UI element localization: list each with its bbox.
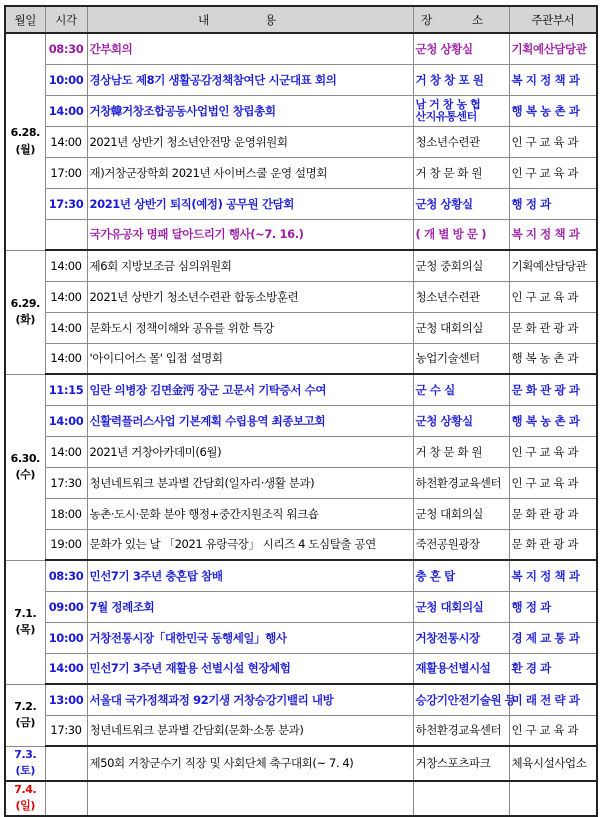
day-weekday: (월): [15, 142, 35, 156]
event-org: 행 정 과: [509, 188, 597, 219]
event-place: 군청 상황실: [413, 33, 509, 64]
event-time: 19:00: [45, 529, 87, 560]
event-place: 군청 상황실: [413, 188, 509, 219]
event-org: 환 경 과: [509, 653, 597, 684]
day-weekday: (화): [15, 313, 35, 326]
table-row: [5, 281, 597, 312]
day-weekday: (수): [15, 468, 35, 481]
event-place: 거창스포츠파크: [413, 746, 509, 781]
event-content: 농촌·도시·문화 분야 행정+중간지원조직 워크숍: [87, 498, 413, 529]
event-place: 농업기술센터: [413, 343, 509, 374]
day-date-cell: [5, 250, 45, 374]
event-time: 14:00: [45, 95, 87, 126]
event-content: 재)거창군장학회 2021년 사이버스쿨 운영 설명회: [87, 157, 413, 188]
table-row: [5, 684, 597, 715]
day-date: 6.29.: [10, 296, 40, 310]
table-row: [5, 529, 597, 560]
header-row: [5, 6, 597, 33]
event-content: 청년네트워크 분과별 간담회(문화·소통 분과): [87, 715, 413, 746]
event-time: 18:00: [45, 498, 87, 529]
event-place: 승강기안전기술원 등: [413, 684, 509, 715]
table-row: [5, 33, 597, 64]
schedule-table: [4, 5, 598, 817]
event-org: 인 구 교 육 과: [509, 157, 597, 188]
event-place: 거 창 문 화 원: [413, 157, 509, 188]
table-row: [5, 560, 597, 591]
event-place: 거창전통시장: [413, 622, 509, 653]
table-row: [5, 622, 597, 653]
day-weekday: (금): [15, 716, 35, 729]
table-row: [5, 126, 597, 157]
day-date: 6.30.: [10, 451, 40, 465]
table-row: [5, 343, 597, 374]
event-content: 민선7기 3주년 재활용 선별시설 현장체험: [87, 653, 413, 684]
event-place-line: 산지유통센터: [415, 109, 477, 123]
day-weekday: (일): [15, 799, 35, 812]
event-place: 재활용선별시설: [413, 653, 509, 684]
event-org: 체육시설사업소: [509, 746, 597, 781]
event-time: 14:00: [45, 250, 87, 281]
event-content: 임란 의병장 김면金沔 장군 고문서 기탁증서 수여: [87, 374, 413, 405]
event-time: 17:00: [45, 157, 87, 188]
event-time: 10:00: [45, 622, 87, 653]
event-place-line: 남 거 창 농 협: [415, 97, 481, 111]
event-org: [509, 781, 597, 816]
event-org: 기획예산담당관: [509, 33, 597, 64]
event-place: 죽전공원광장: [413, 529, 509, 560]
event-time: 14:00: [45, 281, 87, 312]
event-content: 국가유공자 명패 달아드리기 행사(~7. 16.): [87, 219, 413, 250]
event-time: 14:00: [45, 312, 87, 343]
event-place: ( 개 별 방 문 ): [413, 219, 509, 250]
event-content: 2021년 거창아카데미(6월): [87, 436, 413, 467]
day-date-cell: [5, 781, 45, 816]
event-org: 행 정 과: [509, 591, 597, 622]
day-weekday: (토): [15, 764, 35, 777]
day-date: 7.2.: [14, 699, 37, 713]
event-content: 2021년 상반기 청소년안전망 운영위원회: [87, 126, 413, 157]
day-date-cell: [5, 33, 45, 250]
event-place: 군청 대회의실: [413, 312, 509, 343]
event-org: 문 화 관 광 과: [509, 529, 597, 560]
table-row: [5, 374, 597, 405]
event-time: [45, 781, 87, 816]
table-row: [5, 653, 597, 684]
event-place: 거 창 창 포 원: [413, 64, 509, 95]
event-org: 인 구 교 육 과: [509, 467, 597, 498]
header-org: 주관부서: [509, 6, 597, 33]
event-org: 인 구 교 육 과: [509, 436, 597, 467]
event-place: 청소년수련관: [413, 126, 509, 157]
day-date: 7.4.: [14, 782, 37, 796]
table-row: [5, 405, 597, 436]
table-row: [5, 157, 597, 188]
table-row: [5, 591, 597, 622]
event-content: 간부회의: [87, 33, 413, 64]
event-content: 제50회 거창군수기 직장 및 사회단체 축구대회(~ 7. 4): [87, 746, 413, 781]
event-place: 하천환경교육센터: [413, 467, 509, 498]
table-row: [5, 781, 597, 816]
table-row: [5, 250, 597, 281]
event-time: [45, 746, 87, 781]
event-org: 행 복 농 촌 과: [509, 405, 597, 436]
event-place: 군청 대회의실: [413, 498, 509, 529]
event-place: 청소년수련관: [413, 281, 509, 312]
event-time: 11:15: [45, 374, 87, 405]
event-place: 하천환경교육센터: [413, 715, 509, 746]
schedule-body: [5, 33, 597, 816]
event-content: 2021년 상반기 청소년수련관 합동소방훈련: [87, 281, 413, 312]
day-date-cell: [5, 684, 45, 746]
day-date: 7.1.: [14, 606, 37, 620]
event-time: 14:00: [45, 343, 87, 374]
event-content: 문화가 있는 날 「2021 유랑극장」 시리즈 4 도심탈출 공연: [87, 529, 413, 560]
event-time: 14:00: [45, 653, 87, 684]
event-place: 군청 상황실: [413, 405, 509, 436]
event-time: 13:00: [45, 684, 87, 715]
table-row: [5, 219, 597, 250]
table-row: [5, 95, 597, 126]
table-row: [5, 64, 597, 95]
event-place: [413, 781, 509, 816]
day-date-cell: [5, 374, 45, 560]
event-org: 문 화 관 광 과: [509, 498, 597, 529]
event-content: 신활력플러스사업 기본계획 수립용역 최종보고회: [87, 405, 413, 436]
event-content: 청년네트워크 분과별 간담회(일자리·생활 분과): [87, 467, 413, 498]
event-time: 10:00: [45, 64, 87, 95]
event-place: [413, 95, 509, 126]
event-time: 08:30: [45, 33, 87, 64]
event-org: 문 화 관 광 과: [509, 312, 597, 343]
table-row: [5, 312, 597, 343]
event-org: 인 구 교 육 과: [509, 281, 597, 312]
event-time: 08:30: [45, 560, 87, 591]
header-date: 월일: [5, 6, 45, 33]
table-row: [5, 436, 597, 467]
event-time: 14:00: [45, 126, 87, 157]
event-place: 충 혼 탑: [413, 560, 509, 591]
event-time: 17:30: [45, 467, 87, 498]
event-org: 인 구 교 육 과: [509, 126, 597, 157]
header-content: 내 용: [87, 6, 413, 33]
event-org: 경 제 교 통 과: [509, 622, 597, 653]
event-time: 14:00: [45, 405, 87, 436]
event-time: 17:30: [45, 188, 87, 219]
table-row: [5, 498, 597, 529]
event-org: 미 래 전 략 과: [509, 684, 597, 715]
event-org: 복 지 정 책 과: [509, 219, 597, 250]
event-org: 문 화 관 광 과: [509, 374, 597, 405]
day-date-cell: [5, 746, 45, 781]
event-org: 행 복 농 촌 과: [509, 343, 597, 374]
event-place: 거 창 문 화 원: [413, 436, 509, 467]
day-date: 6.28.: [10, 126, 40, 140]
event-content: [87, 781, 413, 816]
event-content: 경상남도 제8기 생활공감정책참여단 시군대표 회의: [87, 64, 413, 95]
event-time: 09:00: [45, 591, 87, 622]
header-place: 장 소: [413, 6, 509, 33]
event-org: 인 구 교 육 과: [509, 715, 597, 746]
event-content: 거창전통시장「대한민국 동행세일」행사: [87, 622, 413, 653]
event-content: '아이디어스 몰' 입점 설명회: [87, 343, 413, 374]
header-time: 시각: [45, 6, 87, 33]
event-place: 군 수 실: [413, 374, 509, 405]
event-org: 행 복 농 촌 과: [509, 95, 597, 126]
event-content: 2021년 상반기 퇴직(예정) 공무원 간담회: [87, 188, 413, 219]
day-date: 7.3.: [14, 747, 37, 761]
event-org: 기획예산담당관: [509, 250, 597, 281]
event-content: 제6회 지방보조금 심의위원회: [87, 250, 413, 281]
event-content: 민선7기 3주년 충혼탑 참배: [87, 560, 413, 591]
event-place: 군청 대회의실: [413, 591, 509, 622]
event-time: 17:30: [45, 715, 87, 746]
event-org: 복 지 정 책 과: [509, 560, 597, 591]
table-row: [5, 467, 597, 498]
event-content: 거창韓거창조합공동사업법인 창립총회: [87, 95, 413, 126]
day-weekday: (목): [15, 623, 35, 636]
event-org: 복 지 정 책 과: [509, 64, 597, 95]
event-content: 7월 정례조회: [87, 591, 413, 622]
day-date-cell: [5, 560, 45, 684]
table-row: [5, 715, 597, 746]
event-time: [45, 219, 87, 250]
table-row: [5, 188, 597, 219]
event-place: 군청 중회의실: [413, 250, 509, 281]
event-content: 문화도시 정책이해와 공유를 위한 특강: [87, 312, 413, 343]
table-row: [5, 746, 597, 781]
event-time: 14:00: [45, 436, 87, 467]
event-content: 서울대 국가정책과정 92기생 거창승강기밸리 내방: [87, 684, 413, 715]
